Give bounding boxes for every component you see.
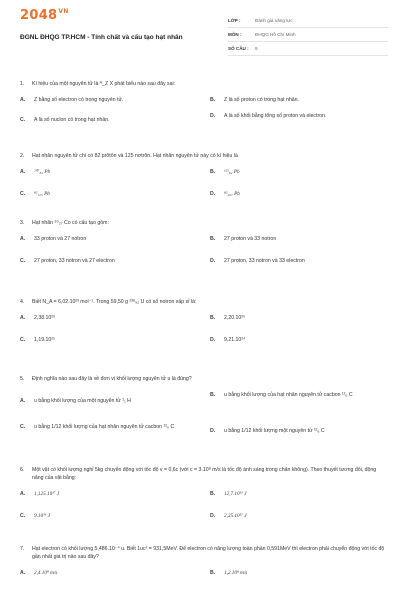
- option-letter: B.: [210, 570, 216, 576]
- option-a[interactable]: [20, 169, 195, 176]
- option-letter: A.: [20, 570, 26, 576]
- option-d[interactable]: [210, 337, 385, 344]
- option-text: 27 proton và 33 notron: [224, 236, 277, 242]
- option-text: 12,7.10¹⁵ J: [224, 491, 247, 497]
- question-3: [20, 219, 385, 270]
- option-letter: B.: [210, 169, 216, 175]
- question-number: 3.: [20, 220, 25, 226]
- option-letter: D.: [210, 258, 216, 264]
- meta-row-subject: [228, 28, 388, 42]
- question-4: [20, 298, 385, 349]
- option-text: ²⁰⁷₈₂ Pb: [34, 169, 51, 175]
- option-text: ⁸²₂₀₇ Pb: [224, 191, 240, 197]
- option-c[interactable]: [20, 258, 195, 265]
- option-b[interactable]: [210, 169, 385, 176]
- meta-label: LỚP :: [228, 18, 241, 23]
- question-2: [20, 152, 385, 203]
- question-number: 7.: [20, 546, 25, 552]
- option-letter: A.: [20, 236, 26, 242]
- option-text: u bằng 1/12 khối lượng một nguyên tử ¹²₆ C: [224, 428, 325, 434]
- option-d[interactable]: [210, 258, 385, 265]
- meta-label: MÔN :: [228, 32, 242, 37]
- logo[interactable]: [20, 8, 69, 23]
- option-letter: B.: [210, 315, 216, 321]
- option-text: ¹²⁵₈₂ Pb: [224, 169, 240, 175]
- option-text: 1,2.10⁸ m/s: [224, 570, 248, 576]
- option-d[interactable]: [210, 513, 385, 520]
- meta-value: Đánh giá năng lực: [255, 18, 293, 23]
- option-text: Z bằng số electron có trong nguyên tử.: [34, 97, 124, 103]
- option-letter: B.: [210, 236, 216, 242]
- option-d[interactable]: [210, 191, 385, 198]
- meta-row-class: [228, 14, 388, 28]
- option-letter: C.: [20, 337, 26, 343]
- option-text: Z là số proton có trong hạt nhân.: [224, 97, 299, 103]
- option-a[interactable]: [20, 570, 195, 577]
- option-letter: D.: [210, 428, 216, 434]
- option-letter: A.: [20, 169, 26, 175]
- question-number: 4.: [20, 299, 25, 305]
- option-text: A là số khối bằng tổng số proton và electron.: [224, 113, 327, 119]
- option-text: 9,21.10²⁴: [224, 337, 246, 343]
- option-text: u bằng khối lượng của một nguyên tử ¹₁ H: [34, 398, 131, 404]
- option-text: 9.10¹⁶ J: [34, 513, 51, 519]
- question-number: 2.: [20, 153, 25, 159]
- option-letter: A.: [20, 398, 26, 404]
- question-number: 6.: [20, 467, 25, 473]
- question-text: Hạt nhân ⁶⁰₂₇ Co có cấu tạo gồm:: [32, 220, 109, 226]
- option-text: 27 proton, 33 notron và 33 electron: [224, 258, 305, 264]
- option-letter: C.: [20, 513, 26, 519]
- option-b[interactable]: [210, 392, 385, 399]
- option-letter: D.: [210, 191, 216, 197]
- option-text: u bằng khối lượng của hạt nhân nguyên tử cacbon ¹²₆ C: [224, 392, 353, 398]
- option-letter: D.: [210, 113, 216, 119]
- option-text: A là số nuclon có trong hạt nhân.: [34, 117, 110, 123]
- option-c[interactable]: [20, 424, 195, 431]
- option-c[interactable]: [20, 117, 195, 124]
- option-d[interactable]: [210, 113, 385, 120]
- question-text: Một vật có khối lượng nghỉ 5kg chuyển động với tốc độ v = 0,6c (với c = 3.10⁸ m/s là tốc độ ánh sáng trong chân không). Theo thuyết tương đối, động năng của vật bằng:: [32, 467, 377, 481]
- option-d[interactable]: [210, 428, 385, 435]
- option-c[interactable]: [20, 337, 195, 344]
- question-text: Hạt nhân nguyên tử chì có 82 prôtôn và 125 nơtrôn. Hạt nhân nguyên tử này có kí hiệu là: [32, 153, 238, 159]
- question-number: 5.: [20, 376, 25, 382]
- option-text: 1,19.10²⁵: [34, 337, 56, 343]
- option-text: u bằng 1/12 khối lượng của hạt nhân nguyên tử cacbon ¹²₆ C: [34, 424, 175, 430]
- meta-table: [228, 14, 388, 56]
- option-b[interactable]: [210, 570, 385, 577]
- option-letter: B.: [210, 392, 216, 398]
- option-b[interactable]: [210, 236, 385, 243]
- option-text: 33 proton và 27 notron: [34, 236, 87, 242]
- question-text: Biết N_A = 6,02.10²³ mol⁻¹. Trong 59,50 g ²³⁸₉₂ U có số notron xấp xỉ là:: [32, 299, 197, 305]
- question-7: [20, 545, 385, 584]
- question-1: [20, 80, 385, 133]
- option-a[interactable]: [20, 315, 195, 322]
- question-5: [20, 375, 385, 442]
- option-text: 27 proton, 33 notron và 27 electron: [34, 258, 115, 264]
- meta-value: 9: [255, 46, 258, 51]
- option-b[interactable]: [210, 97, 385, 104]
- option-text: 2,25.10¹⁷ J: [224, 513, 247, 519]
- option-c[interactable]: [20, 191, 195, 198]
- meta-label: SỐ CÂU :: [228, 46, 249, 51]
- logo-text: 2048: [20, 8, 58, 23]
- option-text: ⁸²₁₂₅ Pb: [34, 191, 50, 197]
- option-a[interactable]: [20, 97, 195, 104]
- option-a[interactable]: [20, 236, 195, 243]
- page-header: [0, 0, 400, 62]
- logo-suffix: VN: [58, 8, 69, 15]
- option-letter: C.: [20, 191, 26, 197]
- meta-value: ĐHQG Hồ Chí Minh: [255, 32, 296, 37]
- option-letter: D.: [210, 513, 216, 519]
- option-letter: C.: [20, 258, 26, 264]
- option-text: 2,4.10⁸ m/s: [34, 570, 58, 576]
- page-title: ĐGNL ĐHQG TP.HCM - Tính chất và cấu tạo hạt nhân: [20, 34, 183, 41]
- option-letter: C.: [20, 117, 26, 123]
- question-text: Hạt electron có khối lượng 5,486.10⁻⁴ u. Biết 1uc² = 931,5MeV. Để electron có năng lượng toàn phần 0,591MeV thì electron phải chuyển động với tốc độ gần nhất giá trị nào sau đây?: [32, 546, 385, 560]
- question-text: Định nghĩa nào sau đây là về đơn vị khối lượng nguyên tử u là đúng?: [32, 376, 192, 382]
- option-letter: D.: [210, 337, 216, 343]
- option-letter: A.: [20, 491, 26, 497]
- option-letter: C.: [20, 424, 26, 430]
- question-6: [20, 466, 385, 525]
- option-text: 2,38.10²³: [34, 315, 55, 321]
- option-letter: B.: [210, 491, 216, 497]
- option-letter: B.: [210, 97, 216, 103]
- option-letter: A.: [20, 315, 26, 321]
- option-a[interactable]: [20, 398, 195, 405]
- option-b[interactable]: [210, 315, 385, 322]
- question-text: Kí hiệu của một nguyên tử là ᴬ_Z X phát biểu nào sau đây sai:: [32, 81, 176, 87]
- question-number: 1.: [20, 81, 25, 87]
- option-a[interactable]: [20, 491, 195, 498]
- option-b[interactable]: [210, 491, 385, 498]
- meta-row-count: [228, 42, 388, 56]
- option-letter: A.: [20, 97, 26, 103]
- option-c[interactable]: [20, 513, 195, 520]
- option-text: 2,20.10²⁵: [224, 315, 246, 321]
- option-text: 1,125.10¹⁷ J: [34, 491, 60, 497]
